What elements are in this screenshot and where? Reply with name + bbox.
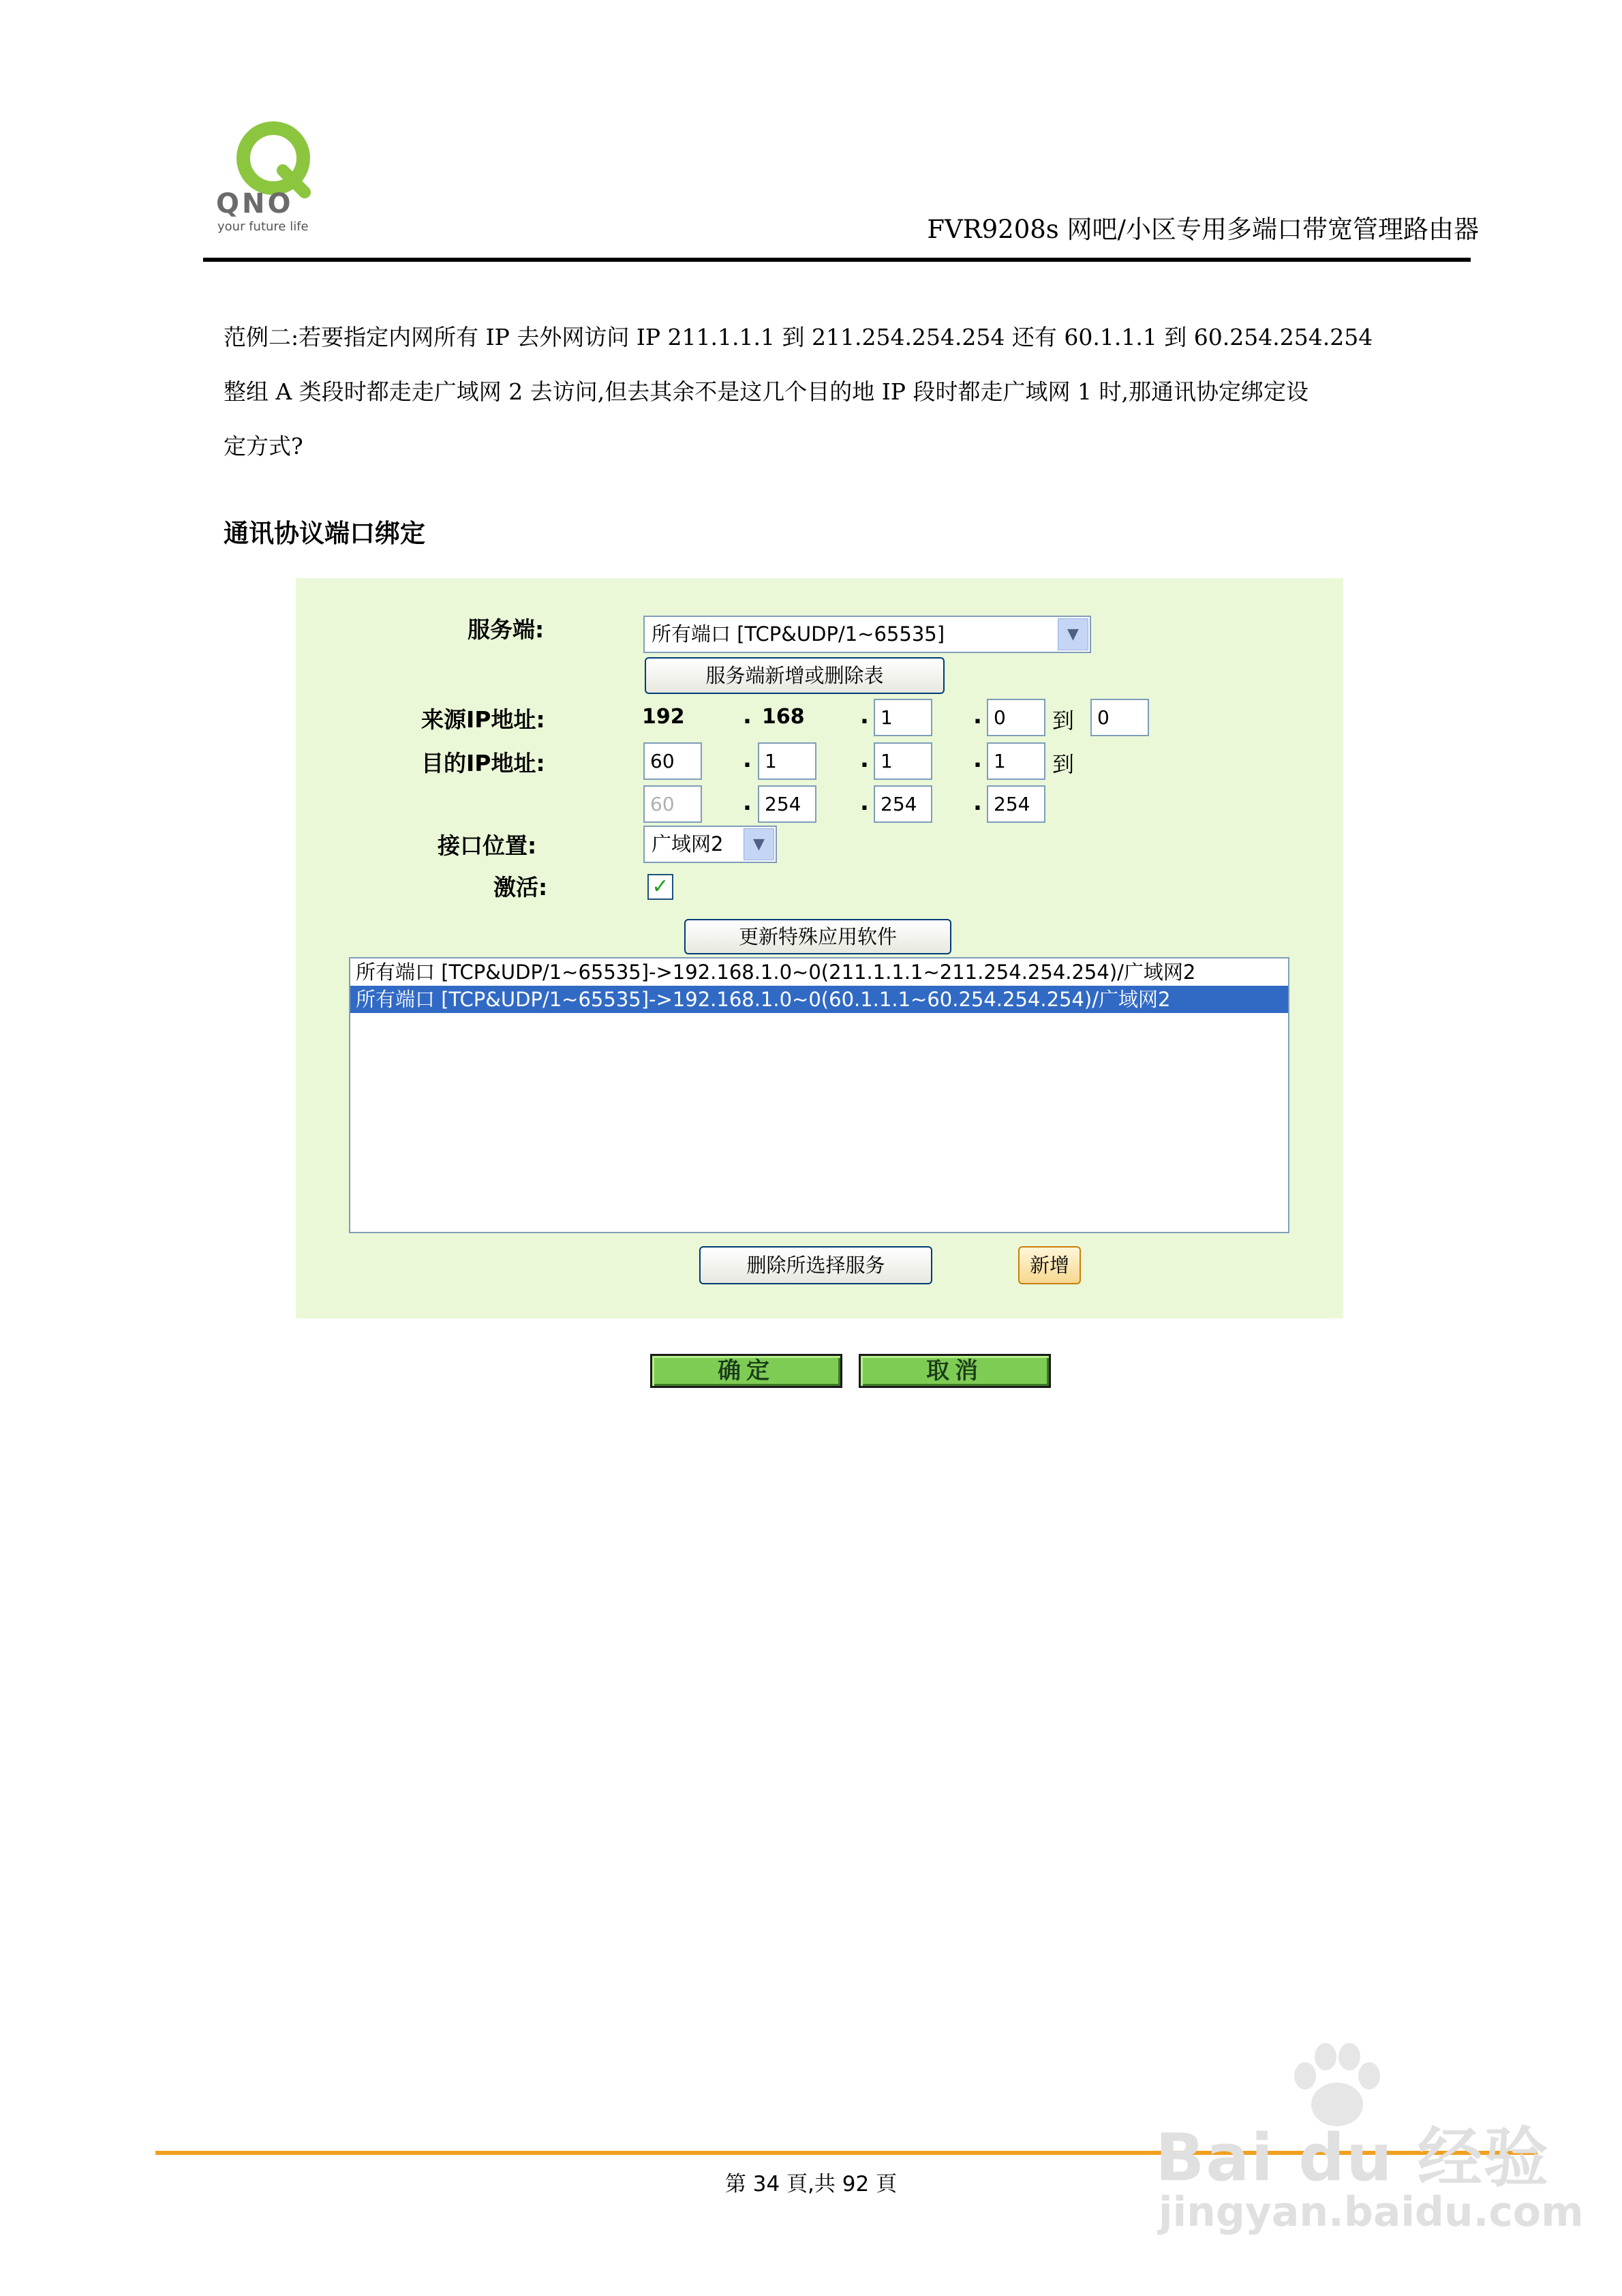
cancel-button[interactable]: 取消 <box>859 1354 1051 1388</box>
source-ip-octet3-input[interactable]: 1 <box>874 699 932 736</box>
paragraph-line: 范例二:若要指定内网所有 IP 去外网访问 IP 211.1.1.1 到 211.254.254.254 还有 60.1.1.1 到 60.254.254.254 <box>224 324 1373 350</box>
checkmark-icon: ✓ <box>652 875 669 898</box>
list-item-selected[interactable]: 所有端口 [TCP&UDP/1~65535]->192.168.1.0~0(60.1.1.1~60.254.254.254)/广域网2 <box>350 986 1288 1013</box>
example-paragraph <box>224 310 1532 474</box>
source-ip-octet2: 168 <box>762 705 805 729</box>
ip-dot: . <box>973 702 982 729</box>
add-button[interactable]: 新增 <box>1018 1246 1081 1284</box>
dest-ip-to-octet4-input[interactable]: 254 <box>987 785 1045 823</box>
dest-ip-to-octet1-input: 60 <box>643 785 702 823</box>
update-special-apps-button[interactable]: 更新特殊应用软件 <box>684 919 951 954</box>
ip-dot: . <box>973 746 982 773</box>
dest-ip-to-octet3-input[interactable]: 254 <box>874 785 932 823</box>
page-number: 第 34 頁,共 92 頁 <box>724 2172 898 2196</box>
chevron-down-icon[interactable]: ▼ <box>1058 618 1088 650</box>
ip-dot: . <box>860 789 869 816</box>
ip-dot: . <box>743 702 752 729</box>
dest-ip-from-octet4-input[interactable]: 1 <box>987 742 1045 780</box>
ip-dot: . <box>860 702 869 729</box>
service-select-value: 所有端口 [TCP&UDP/1~65535] <box>652 622 945 646</box>
ip-dot: . <box>743 789 752 816</box>
dest-ip-from-octet1-input[interactable]: 60 <box>643 742 702 780</box>
enable-label: 激活: <box>493 874 548 901</box>
source-ip-octet4-from-input[interactable]: 0 <box>987 699 1045 736</box>
delete-selected-button[interactable]: 删除所选择服务 <box>699 1246 932 1284</box>
interface-select[interactable] <box>643 826 777 863</box>
dest-ip-label: 目的IP地址: <box>421 750 545 776</box>
paragraph-line: 整组 A 类段时都走走广域网 2 去访问,但去其余不是这几个目的地 IP 段时都走广域网 1 时,那通讯协定绑定设 <box>224 378 1309 405</box>
ip-dot: . <box>973 789 982 816</box>
interface-label: 接口位置: <box>438 832 537 859</box>
header-divider <box>203 258 1471 262</box>
interface-select-value: 广域网2 <box>652 832 724 856</box>
dest-ip-from-octet2-input[interactable]: 1 <box>758 742 816 780</box>
to-label: 到 <box>1052 708 1075 734</box>
to-label: 到 <box>1052 751 1075 777</box>
service-select[interactable] <box>643 616 1091 653</box>
enable-checkbox[interactable] <box>647 874 673 900</box>
list-item[interactable]: 所有端口 [TCP&UDP/1~65535]->192.168.1.0~0(211.1.1.1~211.254.254.254)/广域网2 <box>356 961 1196 984</box>
svg-text:QNO: QNO <box>216 188 294 220</box>
rules-listbox[interactable] <box>349 957 1289 1233</box>
source-ip-octet1: 192 <box>642 705 685 729</box>
chevron-down-icon[interactable]: ▼ <box>744 828 774 860</box>
qno-logo <box>215 116 337 239</box>
paragraph-line: 定方式? <box>224 433 303 459</box>
ip-dot: . <box>860 746 869 773</box>
ok-button[interactable]: 确定 <box>650 1354 842 1388</box>
dest-ip-from-octet3-input[interactable]: 1 <box>874 742 932 780</box>
svg-text:your future life: your future life <box>217 220 309 234</box>
source-ip-octet4-to-input[interactable]: 0 <box>1090 699 1149 736</box>
document-header-title: FVR9208s 网吧/小区专用多端口带宽管理路由器 <box>927 215 1479 244</box>
watermark-brand: Bai du 经验 <box>1155 2121 1550 2196</box>
source-ip-label: 来源IP地址: <box>421 706 545 733</box>
service-label: 服务端: <box>468 616 545 643</box>
ip-dot: . <box>743 746 752 773</box>
dest-ip-to-octet2-input[interactable]: 254 <box>758 785 816 823</box>
watermark-url: jingyan.baidu.com <box>1159 2188 1584 2236</box>
page-title: 通讯协议端口绑定 <box>224 519 425 548</box>
service-edit-button[interactable]: 服务端新增或删除表 <box>645 657 945 694</box>
